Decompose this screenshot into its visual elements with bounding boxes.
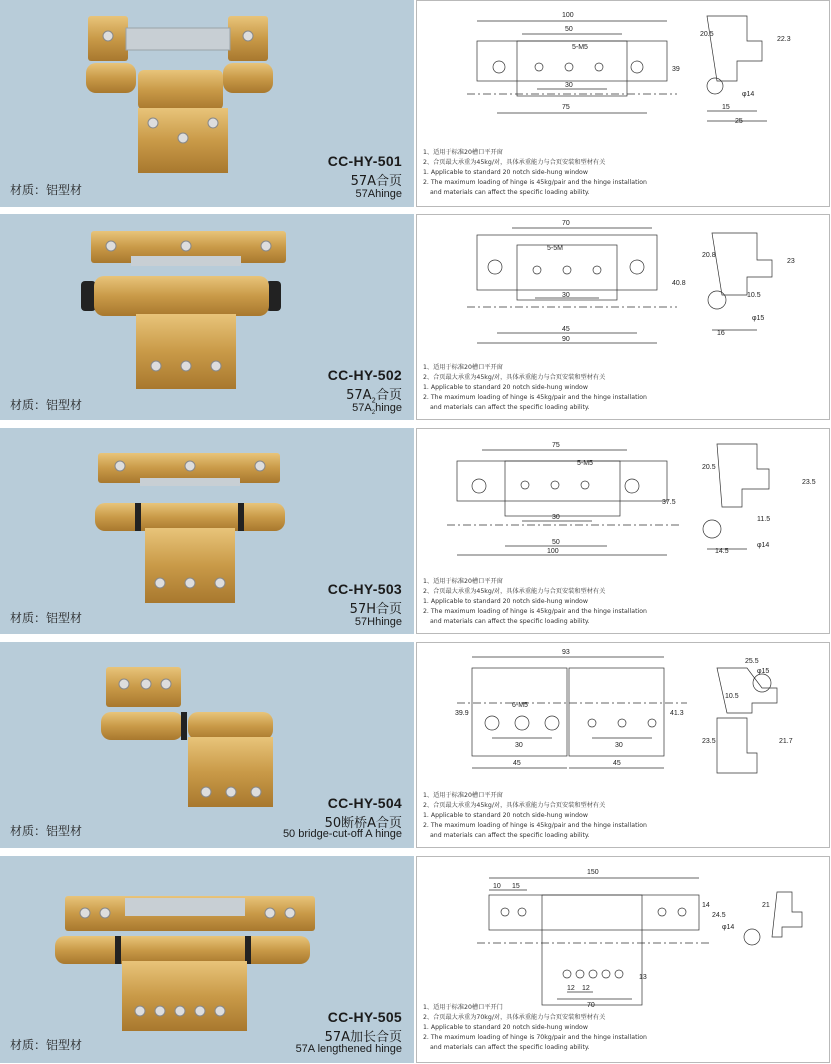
product-name-cn: $57A_2$合页 (346, 388, 402, 405)
dim-d3: 10.5 (747, 292, 761, 299)
product-name-cn: 57H合页 (349, 602, 402, 617)
product-name-cn: 57A加长合页 (324, 1030, 402, 1045)
product-code: CC-HY-501 (327, 153, 402, 169)
dim-width: 93 (562, 649, 570, 656)
product-name-cn: 57A合页 (350, 174, 402, 189)
product-row-505 (0, 856, 831, 1063)
dim-width: 100 (562, 12, 574, 19)
note-line: 1、适用于标准20槽口平开窗 (423, 792, 503, 799)
product-row-503 (0, 428, 831, 634)
product-photo-panel (0, 428, 414, 634)
note-line: and materials can affect the specific loading ability. (430, 832, 590, 839)
dim-d2: 23 (787, 258, 795, 265)
dim-inner: 30 (562, 292, 570, 299)
note-line: 2、合页最大承重为45kg/对，具体承重能力与合页安装和型材有关 (423, 588, 606, 595)
dim-d4: 14.5 (715, 548, 729, 555)
hinge-photo-501 (78, 8, 278, 178)
product-photo-panel (0, 856, 414, 1063)
note-line: 2. The maximum loading of hinge is 45kg/pair and the hinge installation (423, 822, 647, 829)
dim-g: 21 (762, 902, 770, 909)
spec-notes (423, 363, 647, 413)
dim-e: 13 (639, 974, 647, 981)
note-line: 2、合页最大承重为45kg/对，具体承重能力与合页安装和型材有关 (423, 374, 606, 381)
hinge-photo-502 (76, 226, 296, 396)
note-line: and materials can affect the specific loading ability. (430, 189, 590, 196)
dim-d4: 21.7 (779, 738, 793, 745)
dim-d2: 23.5 (802, 479, 816, 486)
dim-pitch: 50 (565, 26, 573, 33)
product-row-502 (0, 214, 831, 420)
dim-phi: φ15 (752, 315, 765, 322)
product-name-cn: 50断桥A合页 (324, 816, 402, 831)
dim-inner: 30 (515, 742, 523, 749)
product-row-504 (0, 642, 831, 848)
note-line: and materials can affect the specific loading ability. (430, 1044, 590, 1051)
dim-height: 39 (672, 66, 680, 73)
note-line: 2、合页最大承重为45kg/对，具体承重能力与合页安装和型材有关 (423, 159, 606, 166)
note-line: and materials can affect the specific loading ability. (430, 618, 590, 625)
technical-drawing-panel (416, 428, 830, 634)
note-line: 1. Applicable to standard 20 notch side-hung window (423, 384, 588, 391)
dim-phi: φ15 (757, 668, 770, 675)
dim-width: 70 (562, 220, 570, 227)
dim-right: 45 (613, 760, 621, 767)
product-photo-panel (0, 0, 414, 207)
product-code: CC-HY-505 (327, 1009, 402, 1025)
dim-c: 12 (567, 985, 575, 992)
dim-total: 100 (547, 548, 559, 555)
technical-drawing-panel (416, 214, 830, 420)
technical-drawing-panel (416, 856, 830, 1063)
spec-notes (423, 791, 647, 841)
material-label: 材质：铝型材 (10, 611, 83, 625)
note-line: 1、适用于标准20槽口平开门 (423, 1004, 503, 1011)
dim-hole: 5-M5 (577, 460, 593, 467)
product-code: CC-HY-502 (327, 367, 402, 383)
dim-d1: 20.5 (700, 31, 714, 38)
dim-d3: 23.5 (702, 738, 716, 745)
hinge-photo-503 (90, 448, 290, 608)
note-line: 1. Applicable to standard 20 notch side-hung window (423, 812, 588, 819)
dim-left: 45 (513, 760, 521, 767)
note-line: 1. Applicable to standard 20 notch side-hung window (423, 169, 588, 176)
dim-f: 70 (587, 1002, 595, 1009)
note-line: 2. The maximum loading of hinge is 70kg/pair and the hinge installation (423, 1034, 647, 1041)
spec-notes (423, 148, 647, 198)
dim-phi: φ14 (757, 542, 770, 549)
dim-inner: 30 (552, 514, 560, 521)
dim-d1: 25.5 (745, 658, 759, 665)
dim-height: 40.8 (672, 280, 686, 287)
note-line: 2. The maximum loading of hinge is 45kg/pair and the hinge installation (423, 394, 647, 401)
dim-a: 10 (493, 883, 501, 890)
technical-drawing-panel (416, 642, 830, 848)
dim-width: 150 (587, 869, 599, 876)
product-name-en: 57A lengthened hinge (295, 1043, 402, 1055)
spec-notes (423, 1003, 647, 1053)
technical-drawing-panel (416, 0, 830, 207)
dim-d4: 16 (717, 330, 725, 337)
dim-hole: 6-M5 (512, 702, 528, 709)
note-line: 2. The maximum loading of hinge is 45kg/pair and the hinge installation (423, 608, 647, 615)
note-line: 1. Applicable to standard 20 notch side-hung window (423, 1024, 588, 1031)
dim-inner: 30 (565, 82, 573, 89)
dim-total: 90 (562, 336, 570, 343)
dim-d2: 10.5 (725, 693, 739, 700)
material-label: 材质：铝型材 (10, 398, 83, 412)
dim-inner2: 30 (615, 742, 623, 749)
product-name-en: 50 bridge-cut-off A hinge (282, 828, 402, 840)
dim-hole: 5-M5 (572, 44, 588, 51)
dim-base: 50 (552, 539, 560, 546)
product-photo-panel (0, 642, 414, 848)
dim-h2: 41.3 (670, 710, 684, 717)
product-photo-panel (0, 214, 414, 420)
dim-phi: φ14 (722, 924, 735, 931)
dim-b: 15 (512, 883, 520, 890)
dim-base: 75 (562, 104, 570, 111)
dim-height: 37.5 (662, 499, 676, 506)
note-line: 2. The maximum loading of hinge is 45kg/pair and the hinge installation (423, 179, 647, 186)
dim-h2: 24.5 (712, 912, 726, 919)
product-name-en: 57Ahinge (355, 188, 402, 200)
note-line: 1、适用于标准20槽口平开窗 (423, 578, 503, 585)
spec-notes (423, 577, 647, 627)
dim-d1: 20.8 (702, 252, 716, 259)
dim-d: 12 (582, 985, 590, 992)
material-label: 材质：铝型材 (10, 183, 83, 197)
dim-phi: φ14 (742, 91, 755, 98)
dim-h1: 14 (702, 902, 710, 909)
note-line: 1、适用于标准20槽口平开窗 (423, 364, 503, 371)
product-name-en: 57Hhinge (354, 616, 402, 628)
dim-d1: 20.5 (702, 464, 716, 471)
product-name-en: $57A_2hinge$ (352, 402, 402, 417)
note-line: 1. Applicable to standard 20 notch side-hung window (423, 598, 588, 605)
dim-base: 45 (562, 326, 570, 333)
hinge-photo-505 (50, 886, 320, 1036)
material-label: 材质：铝型材 (10, 1038, 83, 1052)
material-label: 材质：铝型材 (10, 824, 83, 838)
note-line: 2、合页最大承重为45kg/对，具体承重能力与合页安装和型材有关 (423, 802, 606, 809)
dim-width: 75 (552, 442, 560, 449)
dim-d4: 25 (735, 118, 743, 125)
note-line: 2、合页最大承重为70kg/对，具体承重能力与合页安装和型材有关 (423, 1014, 606, 1021)
note-line: and materials can affect the specific loading ability. (430, 404, 590, 411)
dim-h1: 39.9 (455, 710, 469, 717)
note-line: 1、适用于标准20槽口平开窗 (423, 149, 503, 156)
product-row-501 (0, 0, 831, 207)
product-code: CC-HY-504 (327, 795, 402, 811)
dim-d2: 22.3 (777, 36, 791, 43)
dim-d3: 15 (722, 104, 730, 111)
dim-d3: 11.5 (757, 516, 771, 523)
hinge-photo-504 (96, 662, 286, 812)
dim-hole: 5-5M (547, 245, 563, 252)
product-code: CC-HY-503 (327, 581, 402, 597)
